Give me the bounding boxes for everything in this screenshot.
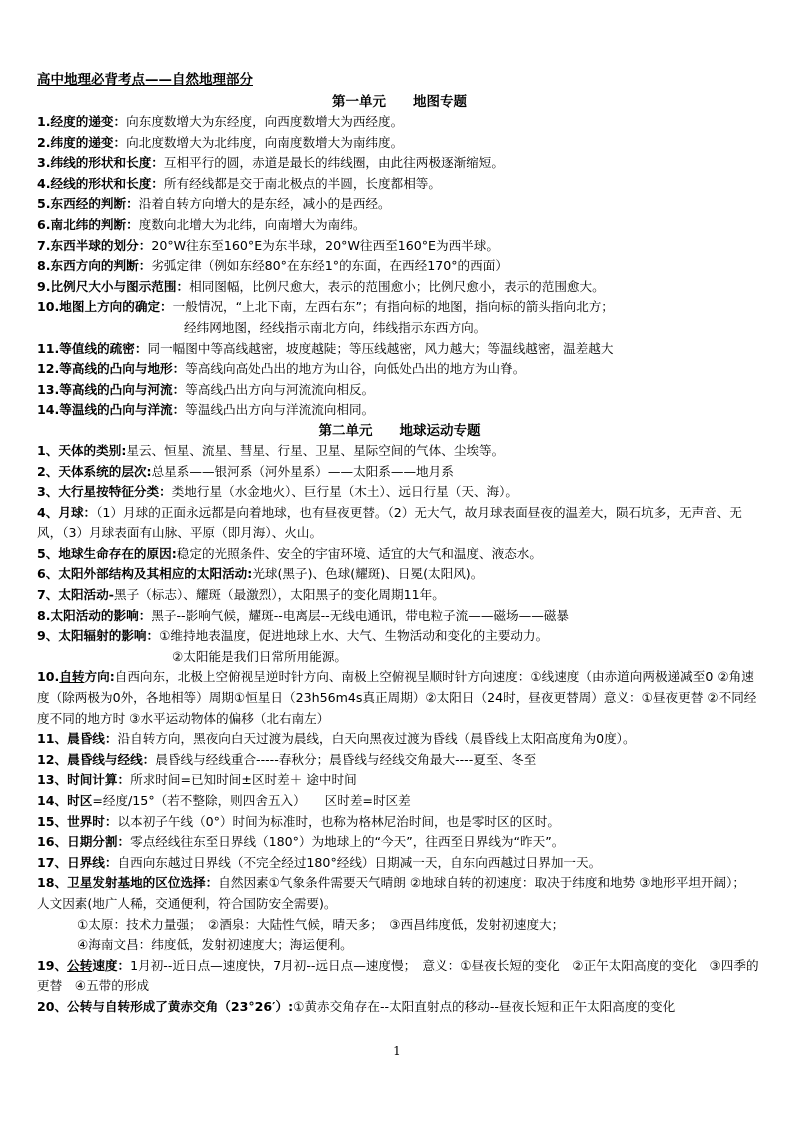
- item-label-suffix: 方向:: [84, 669, 115, 685]
- item-label: 5、地球生命存在的原因:: [37, 545, 177, 561]
- item-text: ④海南文昌：纬度低，发射初速度大；海运便利。: [77, 937, 353, 953]
- item-label: 10.: [37, 669, 60, 685]
- list-item: [37, 277, 762, 298]
- item-text: 等高线凸出方向与河流流向相反。: [185, 381, 375, 397]
- item-label: 20、公转与自转形成了黄赤交角（23°26′）:: [37, 998, 294, 1014]
- list-item: [37, 400, 762, 421]
- item-text: 自西向东，北极上空俯视呈逆时针方向、南极上空俯视呈顺时针方向速度：①线速度（由赤道向两极递减至0 ②角速度（除两极为0外，各地相等）周期①恒星日（23h56m4s真正周期）②太阳日（24时，昼夜更替周）意义：①昼夜更替 ②不同经度不同的地方时 ③水平运动物体的偏移（北右南左）: [37, 669, 757, 726]
- item-label: 3.纬线的形状和长度：: [37, 155, 164, 171]
- list-item: [37, 359, 762, 380]
- item-label: 15、世界时：: [37, 813, 118, 829]
- item-text: 向北度数增大为北纬度，向南度数增大为南纬度。: [126, 134, 404, 150]
- list-item: [37, 441, 762, 462]
- item-text: 黑子（标志）、耀斑（最激烈），太阳黑子的变化周期11年。: [113, 587, 445, 603]
- item-label: 12、晨昏线与经线：: [37, 751, 156, 767]
- item-text: 总星系——银河系（河外星系）——太阳系——地月系: [151, 463, 454, 479]
- item-text: 沿着自转方向增大的是东经，减小的是西经。: [138, 196, 391, 212]
- item-label: 8.东西方向的判断：: [37, 258, 152, 274]
- list-item: [37, 585, 762, 606]
- item-label-suffix: 速度：: [92, 957, 131, 973]
- item-text: 度数向北增大为北纬，向南增大为南纬。: [138, 216, 366, 232]
- list-item: [37, 873, 762, 914]
- item-label: 5.东西经的判断：: [37, 196, 139, 212]
- list-item: [37, 318, 762, 339]
- list-item: [37, 729, 762, 750]
- item-text: 零点经线往东至日界线（180°）为地球上的“今天”，往西至日界线为“昨天”。: [130, 834, 565, 850]
- item-text: 光球(黑子)、色球(耀斑)、日冕(太阳风)。: [252, 566, 484, 582]
- list-item: [37, 133, 762, 154]
- list-item: [37, 174, 762, 195]
- list-item: [37, 256, 762, 277]
- list-item: [37, 194, 762, 215]
- list-item: [37, 380, 762, 401]
- item-label: 2、天体系统的层次:: [37, 463, 152, 479]
- item-text: 同一幅图中等高线越密，坡度越陡；等压线越密，风力越大；等温线越密，温差越大: [147, 340, 614, 356]
- list-item: [37, 853, 762, 874]
- list-item: [37, 544, 762, 565]
- item-label: 13、时间计算：: [37, 772, 131, 788]
- item-label-underlined: 公转: [67, 957, 93, 973]
- item-text: 稳定的光照条件、安全的宇宙环境、适宜的大气和温度、液态水。: [176, 545, 542, 561]
- list-item: [37, 606, 762, 627]
- list-item: [37, 112, 762, 133]
- item-text: 等高线向高处凸出的地方为山谷，向低处凸出的地方为山脊。: [185, 361, 526, 377]
- item-text: 向东度数增大为东经度，向西度数增大为西经度。: [126, 114, 404, 129]
- item-label: 1、天体的类别:: [37, 442, 127, 458]
- item-text: ②太阳能是我们日常所用能源。: [172, 648, 348, 664]
- item-label: 8.太阳活动的影响：: [37, 607, 152, 623]
- item-label: 6、太阳外部结构及其相应的太阳活动:: [37, 566, 253, 582]
- list-item: [37, 832, 762, 853]
- item-text: 所有经线都是交于南北极点的半圆，长度都相等。: [163, 175, 441, 191]
- item-text: 沿自转方向，黑夜向白天过渡为晨线，白天向黑夜过渡为昏线（晨昏线上太阳高度角为0度）。: [117, 731, 636, 747]
- list-item: [37, 564, 762, 585]
- unit-heading: 第二单元 地球运动专题: [318, 422, 481, 439]
- item-text: 20°W往东至160°E为东半球，20°W往西至160°E为西半球。: [151, 237, 499, 253]
- item-label: 13.等高线的凸向与河流：: [37, 381, 186, 397]
- list-item: [37, 236, 762, 257]
- item-text: 星云、恒星、流星、彗星、行星、卫星、星际空间的气体、尘埃等。: [126, 442, 505, 458]
- units-container: [37, 92, 762, 1018]
- item-text: =经度/15°（若不整除，则四舍五入） 区时差=时区差: [92, 793, 411, 808]
- item-label: 11、晨昏线：: [37, 731, 118, 747]
- item-label: 1.经度的递变：: [37, 114, 127, 129]
- item-label: 11.等值线的疏密：: [37, 340, 148, 356]
- list-item: [37, 153, 762, 174]
- list-item: [37, 503, 762, 544]
- list-item: [37, 297, 762, 318]
- list-item: [37, 667, 762, 729]
- item-label: 4.经线的形状和长度：: [37, 175, 164, 191]
- item-text: 互相平行的圆，赤道是最长的纬线圈，由此往两极逐渐缩短。: [163, 155, 504, 171]
- document-title: 高中地理必背考点——自然地理部分: [37, 72, 253, 88]
- list-item: [37, 956, 762, 997]
- item-text: 一般情况，“上北下南，左西右东”；有指向标的地图，指向标的箭头指向北方；: [172, 299, 614, 315]
- list-item: [37, 462, 762, 483]
- item-text: 所求时间=已知时间±区时差＋ 途中时间: [130, 772, 357, 788]
- list-item: [37, 482, 762, 503]
- item-text: 自然因素①气象条件需要天气晴朗 ②地球自转的初速度：取决于纬度和地势 ③地形平坦开阔）； 人文因素(地广人稀，交通便利，符合国防安全需要)。: [37, 875, 764, 911]
- item-label: 17、日界线：: [37, 854, 118, 870]
- item-label: 3、大行星按特征分类：: [37, 484, 172, 500]
- list-item: [37, 647, 762, 668]
- item-label: 16、日期分割：: [37, 834, 131, 850]
- list-item: [37, 215, 762, 236]
- list-item: [37, 626, 762, 647]
- item-label: 7、太阳活动-: [37, 587, 114, 603]
- item-text: 相同图幅，比例尺愈大，表示的范围愈小；比例尺愈小，表示的范围愈大。: [189, 278, 605, 294]
- item-label: 14.等温线的凸向与洋流：: [37, 402, 186, 418]
- list-item: [37, 791, 762, 812]
- item-text: （1）月球的正面永远都是向着地球，也有昼夜更替。（2）无大气，故月球表面昼夜的温差大，陨石坑多，无声音、无风，（3）月球表面有山脉、平原（即月海）、火山。: [37, 504, 742, 541]
- item-label: 2.纬度的递变：: [37, 134, 127, 150]
- item-label: 4、月球：: [37, 504, 97, 520]
- item-label: 7.东西半球的划分：: [37, 237, 152, 253]
- item-text: 经纬网地图，经线指示南北方向，纬线指示东西方向。: [184, 319, 487, 335]
- item-label: 18、卫星发射基地的区位选择：: [37, 875, 219, 891]
- list-item: [37, 812, 762, 833]
- item-label: 19、: [37, 957, 68, 973]
- list-item: [37, 339, 762, 360]
- item-label: 14、时区: [37, 793, 93, 808]
- item-label: 12.等高线的凸向与地形：: [37, 361, 186, 377]
- list-item: [37, 997, 762, 1018]
- list-item: [37, 935, 762, 956]
- unit-heading: 第一单元 地图专题: [332, 94, 467, 110]
- item-text: 劣弧定律（例如东经80°在东经1°的东面，在西经170°的西面）: [151, 258, 508, 274]
- item-label: 6.南北纬的判断：: [37, 216, 139, 232]
- item-label: 10.地图上方向的确定：: [37, 299, 173, 315]
- item-text: 1月初--近日点—速度快，7月初--远日点—速度慢； 意义：①昼夜长短的变化 ②正午太阳高度的变化 ③四季的更替 ④五带的形成: [37, 957, 759, 994]
- item-text: 以本初子午线（0°）时间为标准时，也称为格林尼治时间，也是零时区的区时。: [117, 813, 560, 829]
- page-number: 1: [393, 1044, 401, 1058]
- item-label-underlined: 自转: [59, 669, 85, 685]
- list-item: [37, 770, 762, 791]
- item-label: 9、太阳辐射的影响：: [37, 628, 160, 644]
- item-text: 自西向东越过日界线（不完全经过180°经线）日期减一天，自东向西越过日界加一天。: [117, 854, 602, 870]
- list-item: [37, 750, 762, 771]
- item-text: 晨昏线与经线重合-----春秋分；晨昏线与经线交角最大----夏至、冬至: [155, 751, 537, 767]
- item-text: ①维持地表温度，促进地球上水、大气、生物活动和变化的主要动力。: [159, 628, 549, 644]
- item-text: 类地行星（水金地火）、巨行星（木土）、远日行星（天、海）。: [171, 484, 519, 500]
- item-text: 黑子--影响气候，耀斑--电离层--无线电通讯，带电粒子流——磁场——磁暴: [151, 607, 569, 623]
- list-item: [37, 915, 762, 936]
- item-text: ①太原：技术力量强； ②酒泉：大陆性气候，晴天多； ③西昌纬度低，发射初速度大；: [77, 916, 565, 932]
- item-label: 9.比例尺大小与图示范围：: [37, 278, 190, 294]
- item-text: ①黄赤交角存在--太阳直射点的移动--昼夜长短和正午太阳高度的变化: [293, 998, 676, 1014]
- item-text: 等温线凸出方向与洋流流向相同。: [185, 402, 375, 418]
- document-page: [37, 70, 762, 1018]
